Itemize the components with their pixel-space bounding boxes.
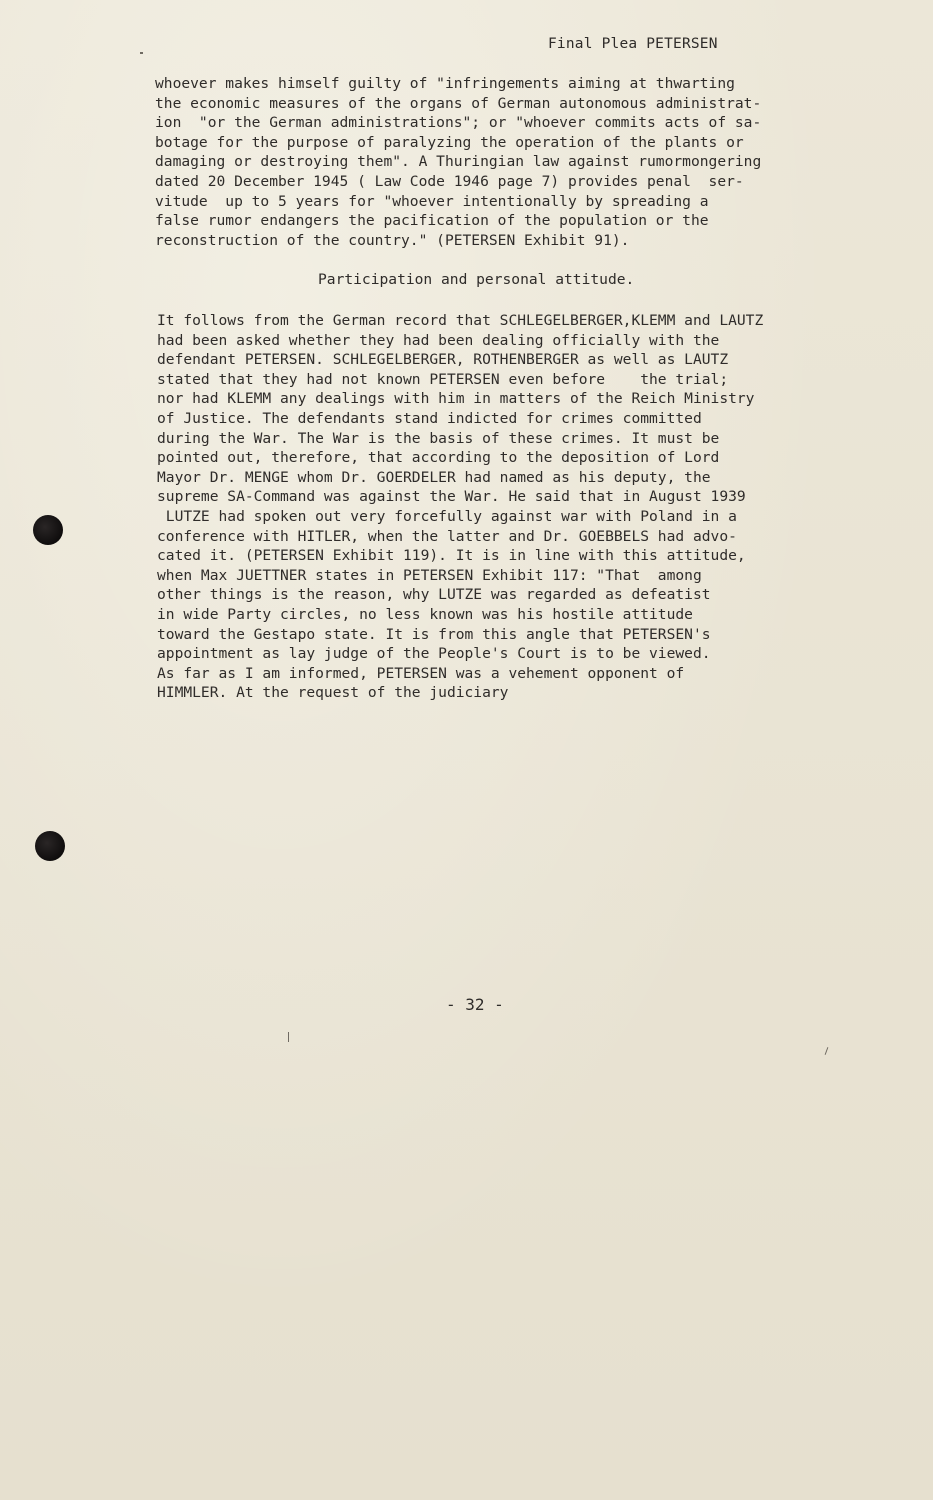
paper-speck [825, 1047, 829, 1055]
text-line: appointment as lay judge of the People's Court is to be viewed. [157, 645, 711, 663]
text-line: pointed out, therefore, that according to the deposition of Lord [157, 449, 720, 467]
text-line: had been asked whether they had been dealing officially with the [157, 331, 720, 349]
text-line: LUTZE had spoken out very forcefully against war with Poland in a [157, 507, 737, 525]
text-line: false rumor endangers the pacification of the population or the [155, 212, 709, 230]
text-line: damaging or destroying them". A Thuringian law against rumormongering [155, 153, 762, 171]
punch-hole [33, 515, 63, 545]
text-line: HIMMLER. At the request of the judiciary [157, 684, 509, 702]
text-line: toward the Gestapo state. It is from this angle that PETERSEN's [157, 625, 711, 643]
text-line: ion "or the German administrations"; or "whoever commits acts of sa- [155, 114, 762, 132]
text-line: cated it. (PETERSEN Exhibit 119). It is in line with this attitude, [157, 547, 746, 565]
page-header: Final Plea PETERSEN [548, 36, 718, 52]
text-line: Mayor Dr. MENGE whom Dr. GOERDELER had named as his deputy, the [157, 468, 711, 486]
text-line: vitude up to 5 years for "whoever intentionally by spreading a [155, 192, 709, 210]
text-line: stated that they had not known PETERSEN even before the trial; [157, 370, 729, 388]
text-line: It follows from the German record that SCHLEGELBERGER,KLEMM and LAUTZ [157, 312, 764, 329]
punch-hole [35, 831, 65, 861]
text-line: the economic measures of the organs of German autonomous administrat- [155, 94, 762, 112]
text-line: reconstruction of the country." (PETERSEN Exhibit 91). [155, 231, 630, 249]
text-line: defendant PETERSEN. SCHLEGELBERGER, ROTHENBERGER as well as LAUTZ [157, 351, 729, 369]
text-line: other things is the reason, why LUTZE was regarded as defeatist [157, 586, 711, 604]
text-line: nor had KLEMM any dealings with him in matters of the Reich Ministry [157, 390, 755, 408]
text-line: whoever makes himself guilty of "infringements aiming at thwarting [155, 75, 735, 92]
text-line: supreme SA-Command was against the War. He said that in August 1939 [157, 488, 746, 506]
text-line: in wide Party circles, no less known was his hostile attitude [157, 605, 693, 623]
paragraph-participation [157, 311, 763, 703]
paper-speck [140, 52, 143, 54]
text-line: when Max JUETTNER states in PETERSEN Exhibit 117: "That among [157, 566, 702, 584]
text-line: during the War. The War is the basis of these crimes. It must be [157, 429, 720, 447]
paper-speck [288, 1032, 289, 1042]
text-line: conference with HITLER, when the latter and Dr. GOEBBELS had advo- [157, 527, 737, 545]
paragraph-rumor-law [155, 74, 761, 250]
text-line: of Justice. The defendants stand indicted for crimes committed [157, 409, 702, 427]
section-heading: Participation and personal attitude. [318, 271, 635, 288]
text-line: botage for the purpose of paralyzing the operation of the plants or [155, 133, 744, 151]
page-number: - 32 - [446, 995, 504, 1014]
text-line: As far as I am informed, PETERSEN was a vehement opponent of [157, 664, 685, 682]
text-line: dated 20 December 1945 ( Law Code 1946 page 7) provides penal ser- [155, 172, 744, 190]
